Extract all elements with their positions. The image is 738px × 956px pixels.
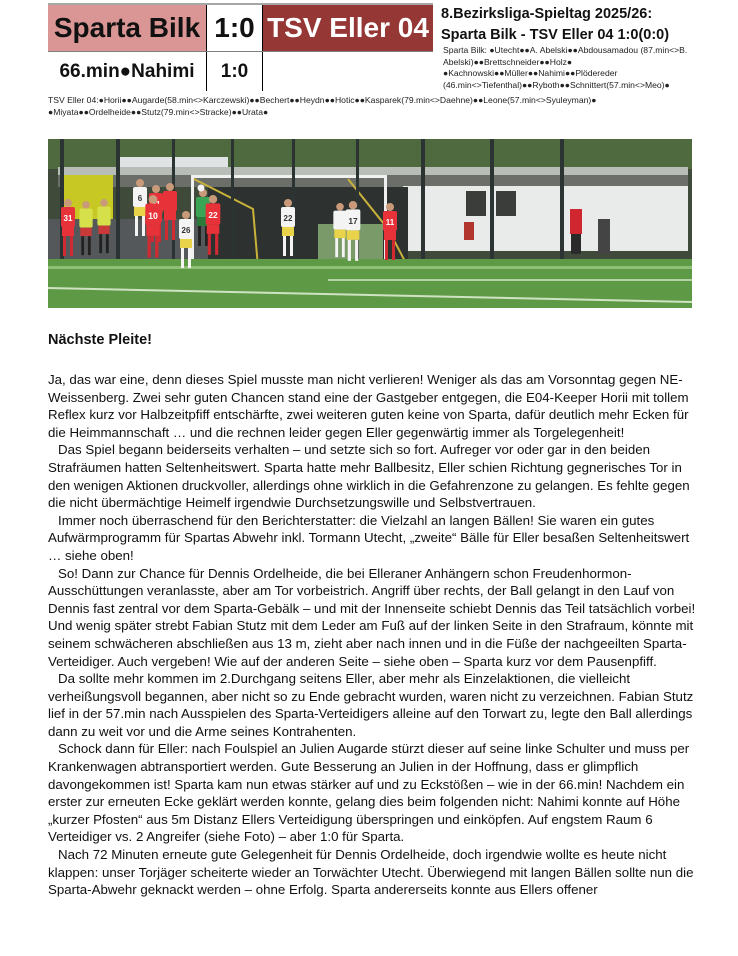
player-head (166, 183, 174, 191)
player-head (64, 199, 72, 207)
player-shorts (146, 226, 159, 236)
player-leg (106, 234, 109, 253)
player-leg (165, 220, 168, 240)
player-jersey-number: 17 (348, 216, 358, 227)
goal-event-cell: 66.min●Nahimi (59, 61, 195, 82)
player-shorts (282, 227, 294, 236)
player-leg (283, 236, 286, 256)
player-leg (208, 234, 211, 255)
player-shorts (62, 227, 74, 236)
player-shorts (207, 224, 220, 233)
player-shirt (97, 207, 110, 226)
player-shirt (333, 211, 346, 230)
player-leg (135, 216, 138, 236)
goal-score-cell: 1:0 (206, 52, 263, 91)
player-jersey-number: 10 (148, 211, 158, 222)
player-leg (88, 236, 91, 255)
player-shorts (347, 230, 360, 239)
match-headline (441, 4, 731, 46)
headline-result: Sparta Bilk - TSV Eller 04 1:0(0:0) (441, 27, 670, 43)
player-leg (290, 236, 293, 256)
player-leg (70, 236, 73, 256)
away-team-cell: TSV Eller 04 (263, 5, 433, 51)
player-head (182, 211, 190, 219)
player-leg (198, 226, 201, 246)
player-jersey-number: 6 (137, 194, 143, 203)
article-paragraph: So! Dann zur Chance für Dennis Ordelheide, die bei Elleraner Anhängern schon Freudenhormon-Ausschüttungen veranlasste, aber am Tor vorbeistrich. Angriff über rechts, der Ball gelangt in den Lauf von Dennis fast zentral vor dem Sparta-Gebälk – und mit der Innenseite schiebt Dennis das Teil tatsächlich vorbei! Und wenig später strebt Fabian Stutz mit dem Leder am Fuß auf der linken Seite in den Strafraum, könnte mit seinem schwächeren abschließen aus 13 m, zieht aber nach innen und in die Füße der nachgeeilten Sparta-Verteidiger. Auch vergeben! Wie auf der anderen Seite – siehe oben – Sparta kurz vor dem Pausenpfiff. (48, 565, 696, 669)
article-body (48, 371, 698, 899)
player-head (349, 201, 357, 209)
player-shirt (163, 191, 177, 211)
player-shorts (80, 228, 91, 237)
player-leg (392, 240, 395, 260)
article-paragraph: Da sollte mehr kommen im 2.Durchgang seitens Eller, aber mehr als Einzelaktionen, die vielleicht verheißungsvoll begannen, aber nicht so zu Ende gebracht wurden, waren nicht zu verzeichnen. Fabian Stutz lief in der 57.min nach Ausspielen des Sparta-Verteidigers alleine auf den Torwart zu, legte den Ball allerdings dann zu weit vor und die Arme seines Kontrahenten. (48, 671, 694, 739)
player-jersey-number: 22 (208, 210, 218, 221)
article-paragraph: Immer noch überraschend für den Berichterstatter: die Vielzahl an langen Bällen! Sie waren ein gutes Aufwärmprogramm für Spartas Abwehr inkl. Tormann Utecht, „zweite“ Bälle für Eller besaßen Seltenheitswert … siehe oben! (48, 512, 690, 563)
player-jersey-number: 26 (181, 226, 191, 235)
player-shorts (180, 239, 192, 248)
photo-ball (198, 185, 205, 192)
player-leg (63, 236, 66, 256)
player-head (100, 199, 108, 207)
player-leg (142, 216, 145, 236)
player-leg (188, 248, 191, 268)
article-paragraph: Nach 72 Minuten erneute gute Gelegenheit für Dennis Ordelheide, doch irgendwie wollte es heute nicht klappen: unser Torjäger scheiterte wieder an Torwächter Utecht. Überwiegend mit langen Bällen sollte nun die Sparta-Abwehr geknackt werden – ohne Erfolg. Sparta andererseits konnte aus Ellers offener (48, 847, 694, 898)
player-jersey-number: 31 (63, 214, 73, 223)
player-shorts (384, 231, 396, 240)
match-photo (48, 139, 692, 308)
article-paragraph: Ja, das war eine, denn dieses Spiel musste man nicht verlieren! Weniger als das am Vorsonntag gegen NE-Weissenberg. Zwei sehr guten Chancen stand eine der Gastgeber entgegen, die E04-Keeper Horii mit tollem Reflex kurz vor Halbzeitpfiff entschärfte, zwei weiteren guten keine von Sparta, dafür deutlich mehr Ecken für die Heimmannschaft … und die rechnen leider gegen Eller gegenwärtig immer als Torgelegenheit! (48, 372, 689, 440)
player-head (82, 201, 90, 209)
photo-spectator (570, 209, 582, 234)
article-title: Nächste Pleite! (48, 332, 152, 348)
photo-bin (464, 222, 474, 240)
player-head (209, 195, 217, 203)
player-leg (215, 234, 218, 255)
player-leg (148, 236, 151, 258)
player-shorts (334, 230, 345, 239)
player-shorts (134, 207, 146, 216)
player-leg (342, 238, 345, 257)
player-shorts (164, 211, 176, 220)
player-leg (335, 238, 338, 257)
player-leg (355, 240, 358, 261)
player-leg (172, 220, 175, 240)
player-shirt (79, 209, 92, 228)
player-head (149, 195, 158, 204)
player-head (336, 203, 344, 211)
final-score-cell: 1:0 (206, 5, 263, 51)
player-shorts (98, 226, 109, 235)
photo-pitch-line (48, 266, 692, 269)
player-head (284, 199, 292, 207)
article-paragraph: Das Spiel begann beiderseits verhalten – und setzte sich so fort. Aufreger vor oder gar in den beiden Strafräumen hatten Seltenheitswert. Sparta hatte mehr Ballbesitz, Eller schien Richtung gegnerisches Tor in den wenigen Aktionen druckvoller, allerdings ohne wirklich in die Gefahrenzone zu gelangen. Es fehlte gegen die nicht übermächtige Heimelf irgendwie Durchsetzungswille und Selbstvertrauen. (48, 442, 690, 511)
photo-stand-roof (58, 167, 688, 175)
home-lineup: Sparta Bilk: ●Utecht●●A. Abelski●●Abdousamadou (87.min<>B. Abelski)●●Brettschneider●●Holz● ●Kachnowski●●Müller●●Nahimi●●Plödereder (46.min<>Tiefenthal)●●Ryboth●●Schnittert(57.min<>Meo)● (443, 45, 688, 90)
player-head (152, 185, 160, 193)
article-paragraph: Schock dann für Eller: nach Foulspiel an Julien Augarde stürzt dieser auf seine linke Schulter und muss per Krankenwagen abtransportiert werden. Gute Besserung an Julien in der Hoffnung, dass er glimpflich davongekommen ist! Sparta kam nun etwas stärker auf und zu Eckstößen – wie in der 66.min! Nachdem ein erster zur erneuten Ecke geklärt werden konnte, gelang dies beim folgenden nicht: Nahimi konnte auf Höhe „kurzer Pfosten“ aus 5m Distanz Ellers Verteidigung überspringen und einköpfen. Auf engstem Raum 6 Verteidiger vs. 2 Angreifer (siehe Foto) – aber 1:0 für Sparta. (48, 741, 690, 845)
player-leg (81, 236, 84, 255)
photo-white-building (403, 186, 688, 251)
photo-window (466, 191, 486, 216)
photo-window (496, 191, 516, 216)
player-head (136, 179, 144, 187)
photo-spectator (571, 234, 581, 254)
score-banner (48, 3, 433, 91)
player-head (386, 203, 394, 211)
away-lineup: TSV Eller 04:●Horii●●Augarde(58.min<>Karczewski)●●Bechert●●Heydn●●Hotic●●Kasparek(79.min<>Daehne)●●Leone(57.min<>Syuleyman)● ●Miyata●●Ordelheide●●Stutz(79.min<>Stracke)●●Urata● (48, 95, 597, 117)
photo-spectator (598, 219, 610, 254)
player-jersey-number: 22 (283, 214, 293, 223)
player-jersey-number: 11 (385, 218, 395, 227)
headline-matchday: 8.Bezirksliga-Spieltag 2025/26: (441, 6, 653, 22)
player-leg (348, 240, 351, 261)
player-leg (385, 240, 388, 260)
player-leg (155, 236, 158, 258)
player-leg (181, 248, 184, 268)
home-team-cell: Sparta Bilk (48, 5, 206, 51)
player-leg (99, 234, 102, 253)
